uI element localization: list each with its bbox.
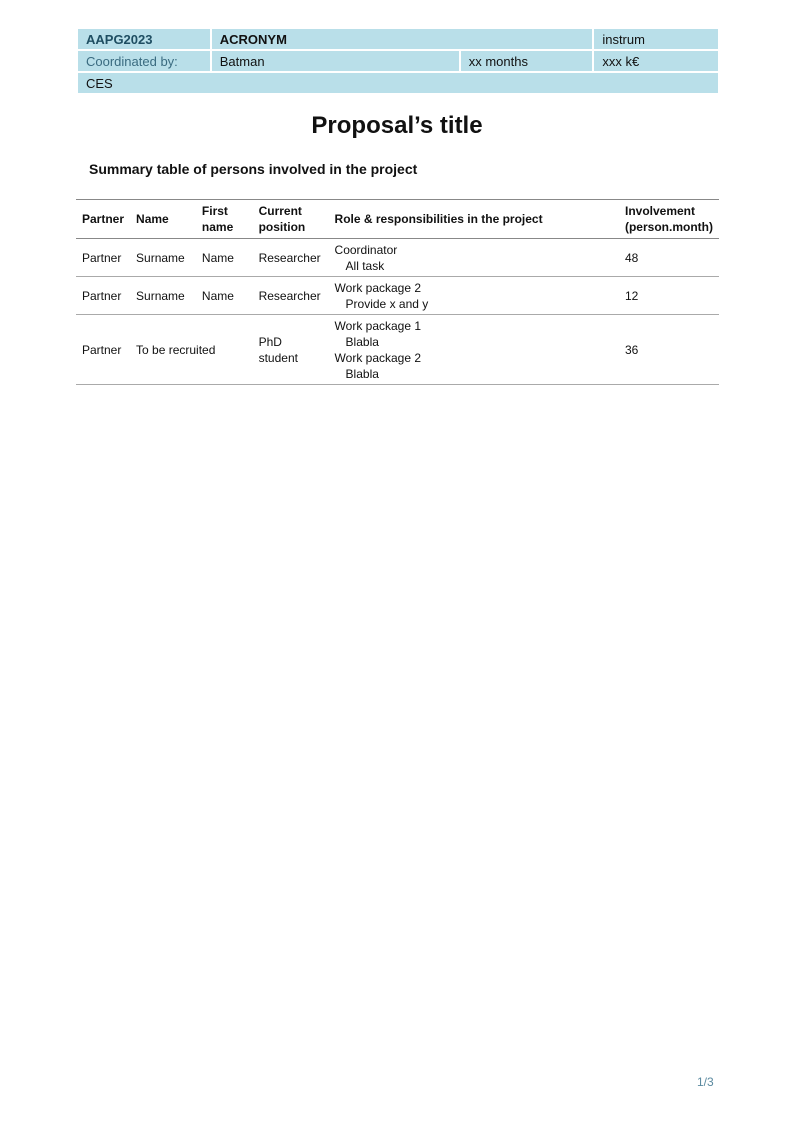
header-row-3: [77, 72, 719, 94]
cell-partner: Partner: [76, 315, 130, 385]
project-acronym: ACRONYM: [211, 28, 594, 50]
table-row: [76, 277, 719, 315]
call-code: AAPG2023: [77, 28, 211, 50]
cell-role: Work package 1 Blabla Work package 2 Blabla: [329, 315, 619, 385]
instrument: instrum: [593, 28, 719, 50]
cell-first-name: Name: [196, 277, 253, 315]
persons-summary-table: [76, 199, 719, 385]
col-header-involvement: Involvement (person.month): [619, 200, 719, 239]
cell-name: Surname: [130, 239, 196, 277]
col-header-partner: Partner: [76, 200, 130, 239]
table-row: [76, 239, 719, 277]
col-header-role: Role & responsibilities in the project: [329, 200, 619, 239]
table-row: [76, 315, 719, 385]
col-header-position: Current position: [253, 200, 329, 239]
cell-role: Coordinator All task: [329, 239, 619, 277]
proposal-header-table: [76, 27, 720, 95]
cell-name: Surname: [130, 277, 196, 315]
section-heading: Summary table of persons involved in the project: [89, 161, 418, 177]
project-budget: xxx k€: [593, 50, 719, 72]
header-row-1: [77, 28, 719, 50]
cell-involvement: 12: [619, 277, 719, 315]
cell-position: PhD student: [253, 315, 329, 385]
cell-partner: Partner: [76, 239, 130, 277]
cell-partner: Partner: [76, 277, 130, 315]
cell-involvement: 48: [619, 239, 719, 277]
col-header-name: Name: [130, 200, 196, 239]
cell-position: Researcher: [253, 239, 329, 277]
cell-involvement: 36: [619, 315, 719, 385]
table-header-row: [76, 200, 719, 239]
page-number: 1/3: [697, 1075, 714, 1089]
header-row-2: [77, 50, 719, 72]
cell-name: To be recruited: [130, 315, 253, 385]
cell-first-name: Name: [196, 239, 253, 277]
cell-role: Work package 2 Provide x and y: [329, 277, 619, 315]
coordinator-name: Batman: [211, 50, 460, 72]
coordinated-by-label: Coordinated by:: [77, 50, 211, 72]
col-header-first-name: First name: [196, 200, 253, 239]
ces-label: CES: [77, 72, 719, 94]
proposal-title: Proposal’s title: [311, 112, 483, 139]
cell-position: Researcher: [253, 277, 329, 315]
project-duration: xx months: [460, 50, 594, 72]
